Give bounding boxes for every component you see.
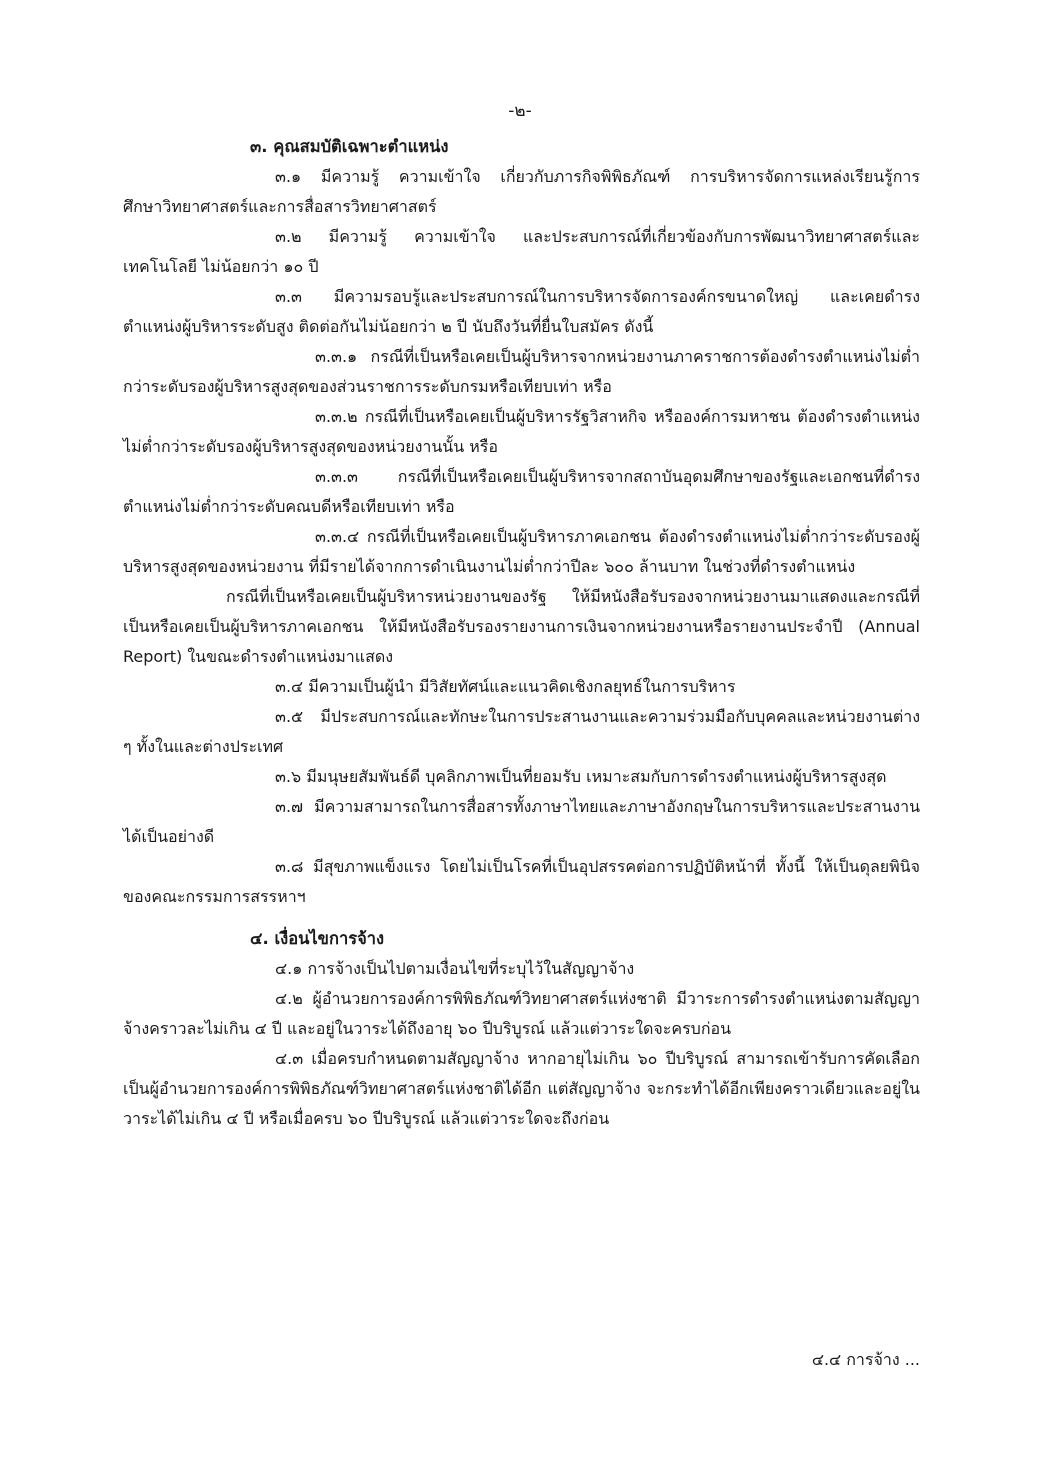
clause-3-6: ๓.๖ มีมนุษยสัมพันธ์ดี บุคลิกภาพเป็นที่ยอมรับ เหมาะสมกับการดำรงตำแหน่งผู้บริหารสูงสุด xyxy=(275,767,887,786)
section-3-heading: ๓. คุณสมบัติเฉพาะตำแหน่ง xyxy=(250,137,449,156)
clause-3-5: ๓.๕ มีประสบการณ์และทักษะในการประสานงานและความร่วมมือกับบุคคลและหน่วยงานต่าง ๆ ทั้งในและต่างประเทศ xyxy=(123,707,920,756)
clause-3-3-note: กรณีที่เป็นหรือเคยเป็นผู้บริหารหน่วยงานของรัฐ ให้มีหนังสือรับรองจากหน่วยงานมาแสดงและกรณีที่เป็นหรือเคยเป็นผู้บริหารภาคเอกชน ให้มีหนังสือรับรองรายงานการเงินจากหน่วยงานหรือรายงานประจำปี (Annual Report) ในขณะดำรงตำแหน่งมาแสดง xyxy=(123,587,920,666)
clause-4-3: ๔.๓ เมื่อครบกำหนดตามสัญญาจ้าง หากอายุไม่เกิน ๖๐ ปีบริบูรณ์ สามารถเข้ารับการคัดเลือกเป็นผู้อำนวยการองค์การพิพิธภัณฑ์วิทยาศาสตร์แห่งชาติได้อีก แต่สัญญาจ้าง จะกระทำได้อีกเพียงคราวเดียวและอยู่ในวาระได้ไม่เกิน ๔ ปี หรือเมื่อครบ ๖๐ ปีบริบูรณ์ แล้วแต่วาระใดจะถึงก่อน xyxy=(123,1049,920,1128)
clause-3-3-4: ๓.๓.๔ กรณีที่เป็นหรือเคยเป็นผู้บริหารภาคเอกชน ต้องดำรงตำแหน่งไม่ต่ำกว่าระดับรองผู้บริหารสูงสุดของหน่วยงาน ที่มีรายได้จากการดำเนินงานไม่ต่ำกว่าปีละ ๖๐๐ ล้านบาท ในช่วงที่ดำรงตำแหน่ง xyxy=(123,527,920,576)
clause-3-1: ๓.๑ มีความรู้ ความเข้าใจ เกี่ยวกับภารกิจพิพิธภัณฑ์ การบริหารจัดการแหล่งเรียนรู้การศึกษาวิทยาศาสตร์และการสื่อสารวิทยาศาสตร์ xyxy=(123,167,920,216)
clause-3-4: ๓.๔ มีความเป็นผู้นำ มีวิสัยทัศน์และแนวคิดเชิงกลยุทธ์ในการบริหาร xyxy=(275,677,736,696)
clause-3-3-1: ๓.๓.๑ กรณีที่เป็นหรือเคยเป็นผู้บริหารจากหน่วยงานภาคราชการต้องดำรงตำแหน่งไม่ต่ำกว่าระดับรองผู้บริหารสูงสุดของส่วนราชการระดับกรมหรือเทียบเท่า หรือ xyxy=(123,347,920,396)
clause-3-3: ๓.๓ มีความรอบรู้และประสบการณ์ในการบริหารจัดการองค์กรขนาดใหญ่ และเคยดำรงตำแหน่งผู้บริหารระดับสูง ติดต่อกันไม่น้อยกว่า ๒ ปี นับถึงวันที่ยื่นใบสมัคร ดังนี้ xyxy=(123,287,920,336)
clause-3-8: ๓.๘ มีสุขภาพแข็งแรง โดยไม่เป็นโรคที่เป็นอุปสรรคต่อการปฏิบัติหน้าที่ ทั้งนี้ ให้เป็นดุลยพินิจของคณะกรรมการสรรหาฯ xyxy=(123,857,920,906)
page-number: -๒- xyxy=(508,101,532,121)
continuation-reference: ๔.๔ การจ้าง ... xyxy=(811,1350,920,1369)
clause-3-3-2: ๓.๓.๒ กรณีที่เป็นหรือเคยเป็นผู้บริหารรัฐวิสาหกิจ หรือองค์การมหาชน ต้องดำรงตำแหน่งไม่ต่ำกว่าระดับรองผู้บริหารสูงสุดของหน่วยงานนั้น หรือ xyxy=(123,407,920,456)
document-body xyxy=(123,132,920,1134)
section-4-heading: ๔. เงื่อนไขการจ้าง xyxy=(250,929,385,948)
clause-4-2: ๔.๒ ผู้อำนวยการองค์การพิพิธภัณฑ์วิทยาศาสตร์แห่งชาติ มีวาระการดำรงตำแหน่งตามสัญญาจ้างคราวละไม่เกิน ๔ ปี และอยู่ในวาระได้ถึงอายุ ๖๐ ปีบริบูรณ์ แล้วแต่วาระใดจะครบก่อน xyxy=(123,989,920,1038)
clause-3-7: ๓.๗ มีความสามารถในการสื่อสารทั้งภาษาไทยและภาษาอังกฤษในการบริหารและประสานงานได้เป็นอย่างดี xyxy=(123,797,920,846)
clause-3-2: ๓.๒ มีความรู้ ความเข้าใจ และประสบการณ์ที่เกี่ยวข้องกับการพัฒนาวิทยาศาสตร์และเทคโนโลยี ไม่น้อยกว่า ๑๐ ปี xyxy=(123,227,920,276)
clause-4-1: ๔.๑ การจ้างเป็นไปตามเงื่อนไขที่ระบุไว้ในสัญญาจ้าง xyxy=(275,959,635,978)
clause-3-3-3: ๓.๓.๓ กรณีที่เป็นหรือเคยเป็นผู้บริหารจากสถาบันอุดมศึกษาของรัฐและเอกชนที่ดำรงตำแหน่งไม่ต่ำกว่าระดับคณบดีหรือเทียบเท่า หรือ xyxy=(123,467,920,516)
